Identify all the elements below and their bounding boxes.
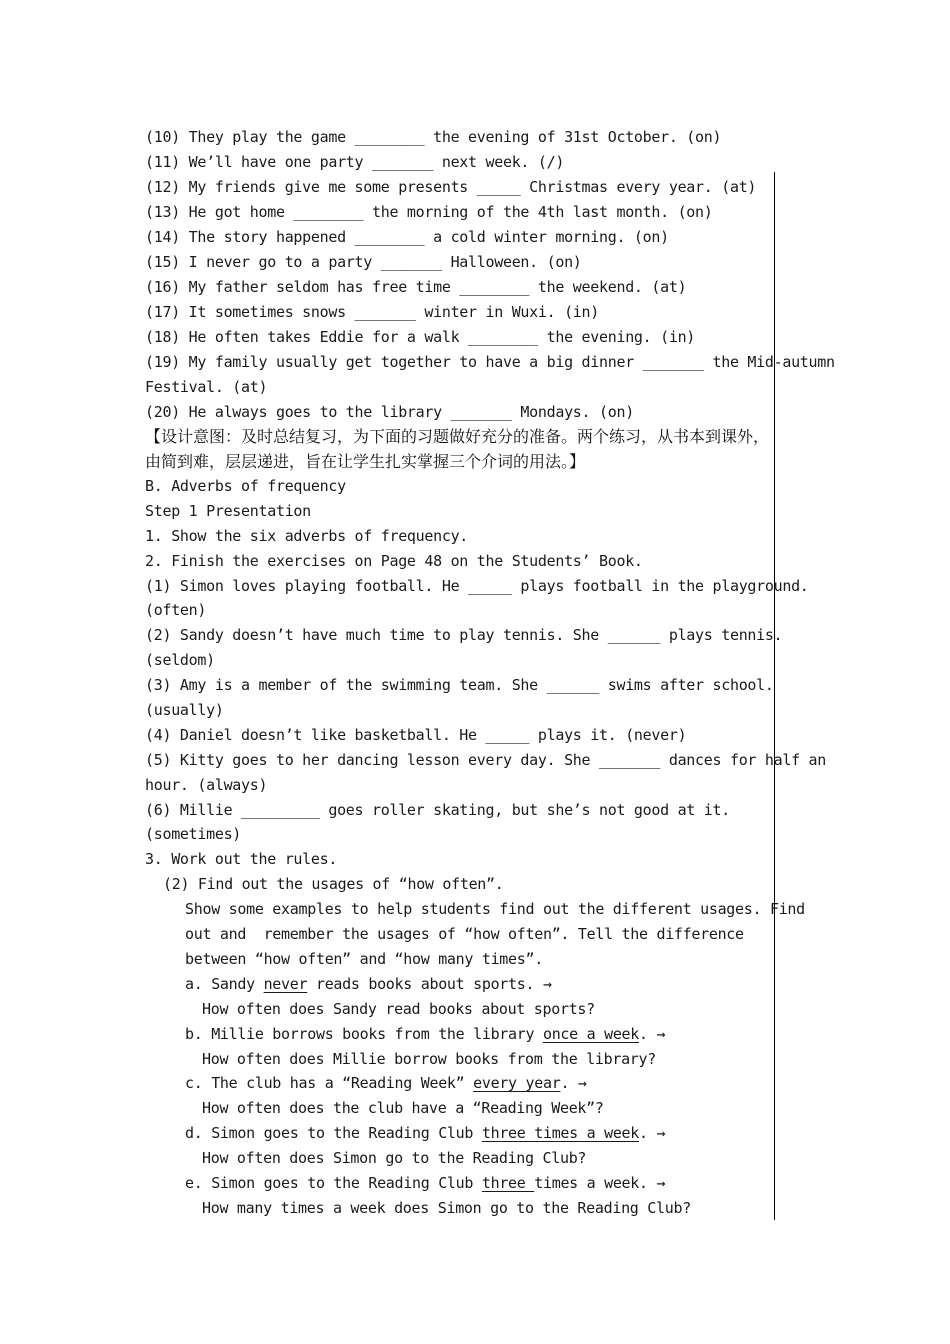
- exercise-20: (20) He always goes to the library _______ Mondays. (on): [145, 403, 634, 421]
- adverb-exercise-5-cont: hour. (always): [145, 776, 268, 794]
- step-heading: Step 1 Presentation: [145, 502, 311, 520]
- adverb-exercise-1: (1) Simon loves playing football. He _____ plays football in the playground.: [145, 577, 809, 595]
- example-d-question: How often does Simon go to the Reading Club?: [202, 1149, 587, 1167]
- exercise-17: (17) It sometimes snows _______ winter in Wuxi. (in): [145, 303, 600, 321]
- example-b: b. Millie borrows books from the library once a week. →: [185, 1025, 666, 1043]
- adverb-exercise-1-cont: (often): [145, 601, 207, 619]
- exercise-11: (11) We’ll have one party _______ next week. (/): [145, 153, 565, 171]
- example-c: c. The club has a “Reading Week” every year. →: [185, 1074, 587, 1092]
- sub-step-2: (2) Find out the usages of “how often”.: [163, 875, 504, 893]
- instruction-1: 1. Show the six adverbs of frequency.: [145, 527, 469, 545]
- adverb-exercise-3: (3) Amy is a member of the swimming team. She ______ swims after school.: [145, 676, 774, 694]
- design-intent-note-cont: 由简到难，层层递进，旨在让学生扎实掌握三个介词的用法。】: [145, 452, 586, 471]
- exercise-15: (15) I never go to a party _______ Halloween. (on): [145, 253, 582, 271]
- example-d: d. Simon goes to the Reading Club three times a week. →: [185, 1124, 666, 1142]
- example-b-question: How often does Millie borrow books from the library?: [202, 1050, 657, 1068]
- adverb-exercise-3-cont: (usually): [145, 701, 224, 719]
- exercise-19: (19) My family usually get together to have a big dinner _______ the Mid-autumn: [145, 353, 835, 371]
- adverb-exercise-2: (2) Sandy doesn’t have much time to play tennis. She ______ plays tennis.: [145, 626, 783, 644]
- example-e-question: How many times a week does Simon go to the Reading Club?: [202, 1199, 691, 1217]
- usage-paragraph-end: between “how often” and “how many times”.: [185, 950, 543, 968]
- instruction-2: 2. Finish the exercises on Page 48 on the Students’ Book.: [145, 552, 643, 570]
- exercise-10: (10) They play the game ________ the evening of 31st October. (on): [145, 128, 722, 146]
- example-e: e. Simon goes to the Reading Club three times a week. →: [185, 1174, 666, 1192]
- adverb-exercise-6-cont: (sometimes): [145, 825, 242, 843]
- exercise-14: (14) The story happened ________ a cold winter morning. (on): [145, 228, 669, 246]
- adverb-exercise-6: (6) Millie _________ goes roller skating, but she’s not good at it.: [145, 801, 730, 819]
- usage-paragraph: Show some examples to help students find out the different usages. Find: [185, 900, 805, 918]
- design-intent-note: 【设计意图：及时总结复习，为下面的习题做好充分的准备。两个练习，从书本到课外，: [145, 427, 770, 446]
- exercise-16: (16) My father seldom has free time ________ the weekend. (at): [145, 278, 687, 296]
- example-a: a. Sandy never reads books about sports. →: [185, 975, 552, 993]
- exercise-13: (13) He got home ________ the morning of the 4th last month. (on): [145, 203, 713, 221]
- example-c-question: How often does the club have a “Reading Week”?: [202, 1099, 604, 1117]
- adverb-exercise-2-cont: (seldom): [145, 651, 215, 669]
- adverb-exercise-5: (5) Kitty goes to her dancing lesson every day. She _______ dances for half an: [145, 751, 827, 769]
- example-a-question: How often does Sandy read books about sports?: [202, 1000, 595, 1018]
- adverb-exercise-4: (4) Daniel doesn’t like basketball. He _____ plays it. (never): [145, 726, 687, 744]
- margin-rule: [774, 172, 775, 1220]
- instruction-3: 3. Work out the rules.: [145, 850, 338, 868]
- usage-paragraph-cont: out and remember the usages of “how often”. Tell the difference: [185, 925, 744, 943]
- exercise-19-cont: Festival. (at): [145, 378, 268, 396]
- exercise-18: (18) He often takes Eddie for a walk ________ the evening. (in): [145, 328, 696, 346]
- exercise-12: (12) My friends give me some presents _____ Christmas every year. (at): [145, 178, 757, 196]
- section-heading: B. Adverbs of frequency: [145, 477, 346, 495]
